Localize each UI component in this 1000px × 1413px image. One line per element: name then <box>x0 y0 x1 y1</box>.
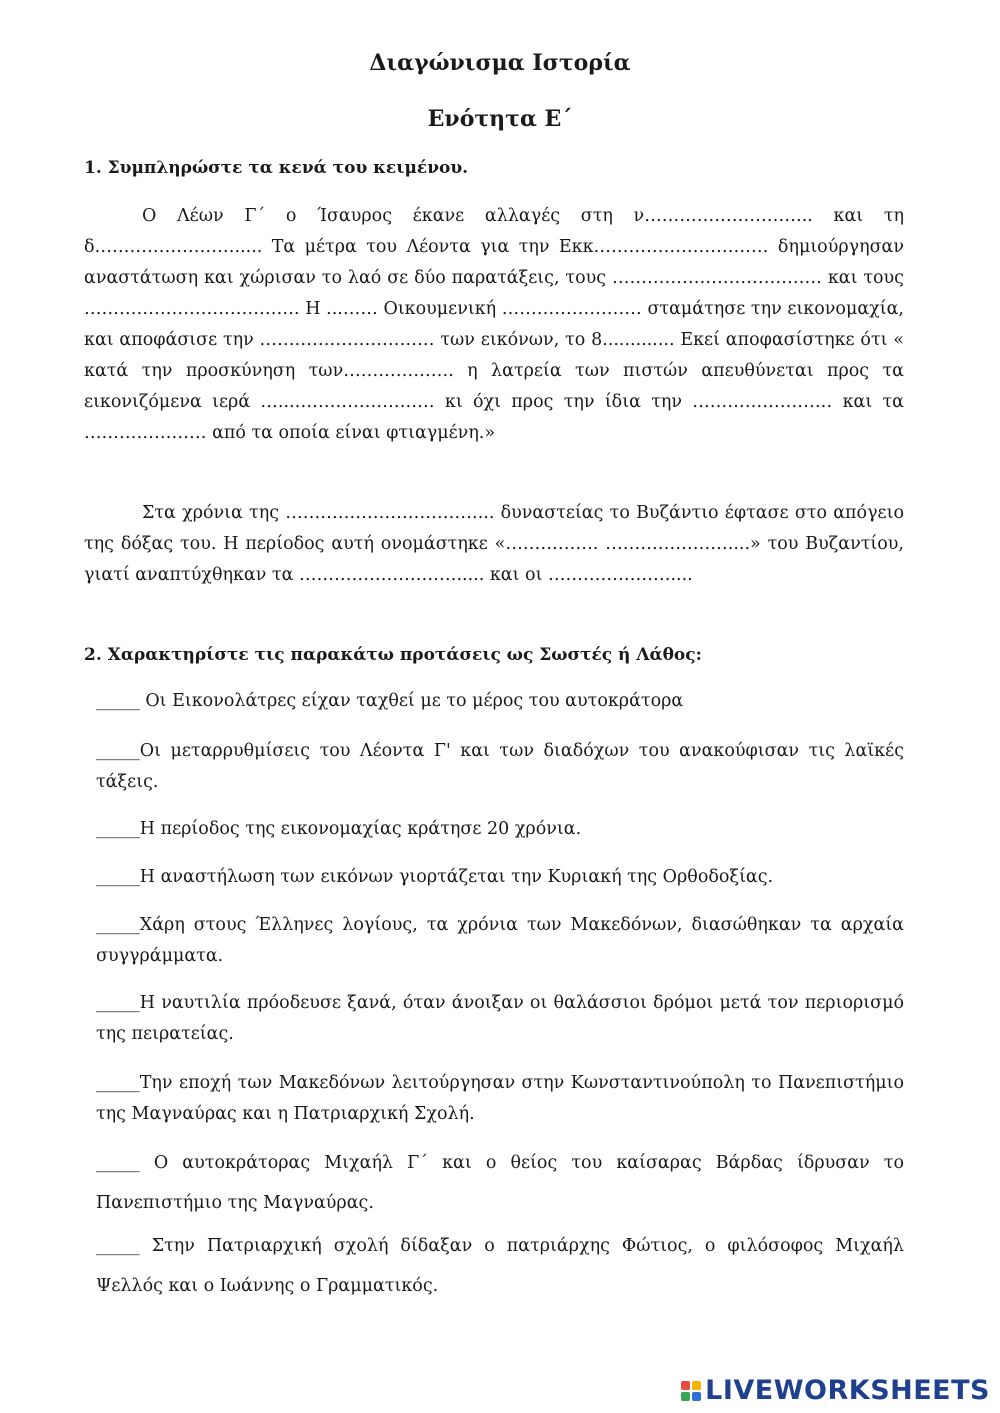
logo-square <box>681 1392 690 1401</box>
liveworksheets-logo-icon <box>681 1381 701 1401</box>
statement-text: Οι Εικονολάτρες είχαν ταχθεί με το μέρος του αυτοκράτορα <box>139 691 684 711</box>
answer-blank[interactable]: _____ <box>96 1236 140 1256</box>
answer-blank[interactable]: _____ <box>96 915 140 935</box>
page-subtitle: Ενότητα Ε΄ <box>427 106 573 132</box>
statement-text: Η περίοδος της εικονομαχίας κράτησε 20 χρόνια. <box>139 819 582 839</box>
true-false-item-9 <box>96 1226 904 1306</box>
fill-in-paragraph-1: Ο Λέων Γ΄ ο Ίσαυρος έκανε αλλαγές στη ν……………………….. και τη δ……………………..... Τα μέτρα του Λέοντα για την Εκκ………………………… δημιούργησαν αναστάτωση και χώρισαν το λαό σε δύο παρατάξεις, τους ……………………………… και τους ………………………………. Η ...…… Οικουμενική …………………… σταμάτησε την εικονομαχία, και αποφάσισε την ………………………… των εικόνων, το 8............. Εκεί αποφασίστηκε ότι « κατά την προσκύνηση των………………. η λατρεία των πιστών απευθύνεται προς τα εικονιζόμενα ιερά …...…………………… κι όχι προς την ίδια την …………………… και τα ………………… από τα οποία είναι φτιαγμένη.» <box>84 206 904 443</box>
question-2-heading: 2. Χαρακτηρίστε τις παρακάτω προτάσεις ως Σωστές ή Λάθος: <box>84 645 702 665</box>
logo-square <box>681 1381 690 1390</box>
answer-blank[interactable]: _____ <box>96 819 140 839</box>
answer-blank[interactable]: _____ <box>96 1073 140 1093</box>
true-false-item-1 <box>96 686 904 717</box>
answer-blank[interactable]: _____ <box>96 691 140 711</box>
question-1-heading: 1. Συμπληρώστε τα κενά του κειμένου. <box>84 158 469 178</box>
true-false-item-6 <box>96 988 904 1050</box>
true-false-item-7 <box>96 1068 904 1130</box>
true-false-item-8 <box>96 1143 904 1223</box>
statement-text: Χάρη στους Έλληνες λογίους, τα χρόνια των Μακεδόνων, διασώθηκαν τα αρχαία συγγράμματα. <box>96 915 904 966</box>
true-false-item-2 <box>96 736 904 798</box>
answer-blank[interactable]: _____ <box>96 993 140 1013</box>
answer-blank[interactable]: _____ <box>96 867 140 887</box>
statement-text: Στην Πατριαρχική σχολή δίδαξαν ο πατριάρχης Φώτιος, ο φιλόσοφος Μιχαήλ Ψελλός και ο Ιωάννης ο Γραμματικός. <box>96 1236 904 1296</box>
statement-text: Η αναστήλωση των εικόνων γιορτάζεται την Κυριακή της Ορθοδοξίας. <box>139 867 774 887</box>
statement-text: Την εποχή των Μακεδόνων λειτούργησαν στην Κωνσταντινούπολη το Πανεπιστήμιο της Μαγναύρας και η Πατριαρχική Σχολή. <box>96 1073 904 1124</box>
fill-in-paragraph-2: Στα χρόνια της ……………………………... δυναστείας το Βυζάντιο έφτασε στο απόγειο της δόξας του. Η περίοδος αυτή ονομάστηκε «……………. …………………....» του Βυζαντίου, γιατί αναπτύχθηκαν τα ………………………..... και οι ………………….... <box>84 503 904 585</box>
liveworksheets-wordmark: LIVEWORKSHEETS <box>705 1375 990 1406</box>
statement-text: Οι μεταρρυθμίσεις του Λέοντα Γ' και των διαδόχων του ανακούφισαν τις λαϊκές τάξεις. <box>96 741 904 792</box>
statement-text: Ο αυτοκράτορας Μιχαήλ Γ΄ και ο θείος του καίσαρας Βάρδας ίδρυσαν το Πανεπιστήμιο της Μαγναύρας. <box>96 1153 904 1213</box>
page-title: Διαγώνισμα Ιστορία <box>369 50 631 76</box>
true-false-item-4 <box>96 862 904 893</box>
answer-blank[interactable]: _____ <box>96 741 140 761</box>
statement-text: Η ναυτιλία πρόοδευσε ξανά, όταν άνοιξαν οι θαλάσσιοι δρόμοι μετά τον περιορισμό της πειρατείας. <box>96 993 904 1044</box>
logo-square <box>692 1381 701 1390</box>
answer-blank[interactable]: _____ <box>96 1153 140 1173</box>
true-false-item-5 <box>96 910 904 972</box>
liveworksheets-brand <box>681 1375 990 1406</box>
true-false-item-3 <box>96 814 904 845</box>
logo-square <box>692 1392 701 1401</box>
